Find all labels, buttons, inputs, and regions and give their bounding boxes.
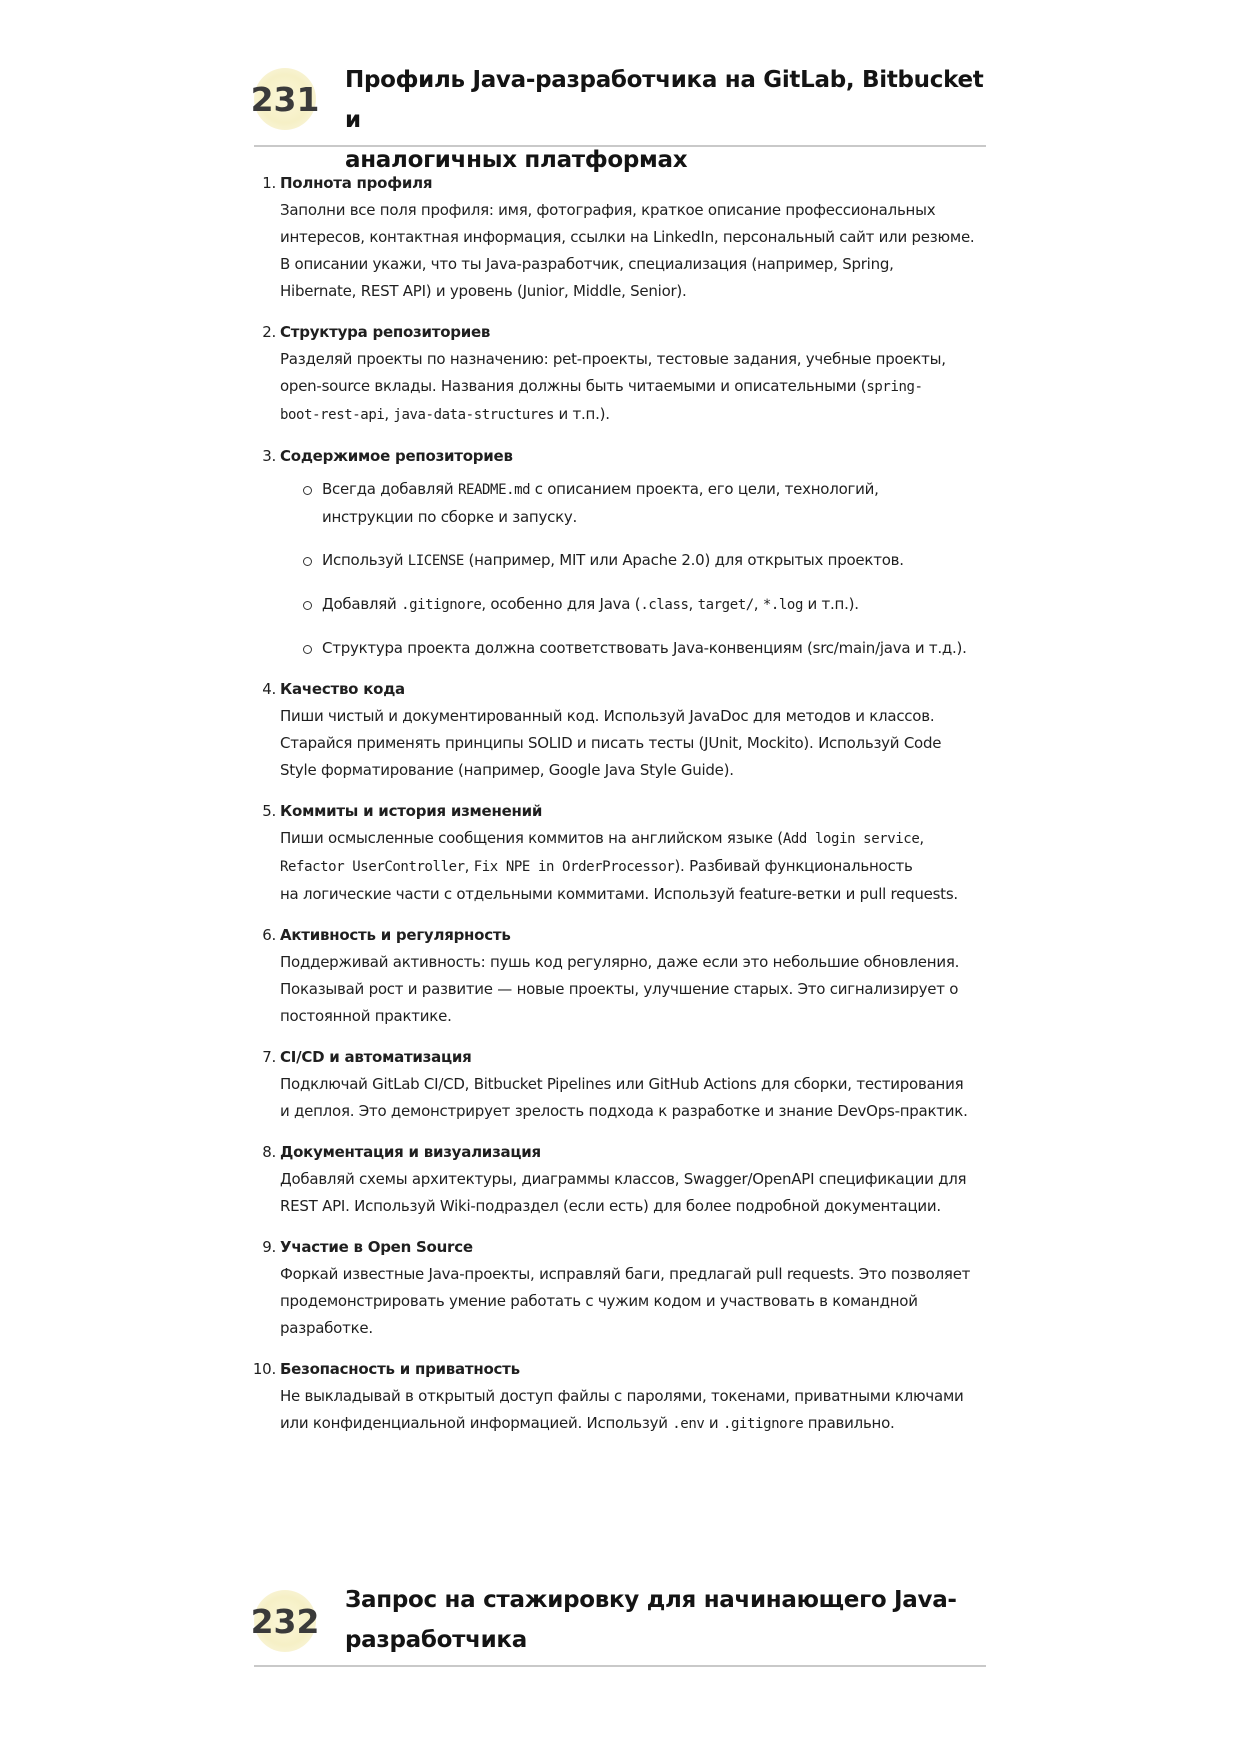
body-text: , [384, 405, 394, 423]
body-line: интересов, контактная информация, ссылки на LinkedIn, персональный сайт или резюме. [280, 228, 975, 246]
sub-list [280, 476, 995, 662]
list-item-number: 1. [262, 174, 276, 192]
list-item-1 [262, 170, 995, 305]
list-item-8 [262, 1139, 995, 1220]
body-text: и т.п.). [554, 405, 610, 423]
body-line: В описании укажи, что ты Java-разработчик, специализация (например, Spring, [280, 255, 894, 273]
body-line: постоянной практике. [280, 1007, 452, 1025]
list-item-title: Коммиты и история изменений [280, 802, 543, 820]
body-text: инструкции по сборке и запуску. [322, 508, 578, 526]
body-line: Показывай рост и развитие — новые проекты, улучшение старых. Это сигнализирует о [280, 980, 959, 998]
list-item-number: 4. [262, 680, 276, 698]
body-line: разработке. [280, 1319, 373, 1337]
body-text: Всегда добавляй [322, 480, 458, 498]
inline-code: spring- [866, 379, 923, 395]
list-item-number: 3. [262, 447, 276, 465]
inline-code: *.log [762, 597, 803, 613]
list-item-number: 5. [262, 802, 276, 820]
list-item-number: 6. [262, 926, 276, 944]
list-item-7 [262, 1044, 995, 1125]
body-text: open-source вклады. Названия должны быть читаемыми и описательными ( [280, 377, 867, 395]
body-line: Добавляй схемы архитектуры, диаграммы классов, Swagger/OpenAPI спецификации для [280, 1170, 967, 1188]
body-text: с описанием проекта, его цели, технологий, [530, 480, 879, 498]
list-item-title: Участие в Open Source [280, 1238, 473, 1256]
inline-code: README.md [457, 482, 531, 498]
list-item-9 [262, 1234, 995, 1342]
list-item-body [280, 1071, 995, 1125]
list-item-title: Качество кода [280, 680, 405, 698]
body-text: , [753, 595, 763, 613]
body-text: правильно. [803, 1414, 895, 1432]
list-item-number: 8. [262, 1143, 276, 1161]
list-item-body [280, 197, 995, 305]
body-text: Используй [322, 551, 408, 569]
body-text: , особенно для Java ( [481, 595, 641, 613]
inline-code: .class [640, 597, 689, 613]
section-title [345, 60, 986, 180]
body-line: и деплоя. Это демонстрирует зрелость подхода к разработке и знание DevOps-практик. [280, 1102, 968, 1120]
body-text: , [464, 857, 474, 875]
list-item-10 [252, 1356, 995, 1438]
body-text: и т.п.). [802, 595, 859, 613]
list-item-body [280, 825, 995, 908]
inline-code: .env [672, 1416, 705, 1432]
body-text: , [688, 595, 698, 613]
body-line: Разделяй проекты по назначению: pet-проекты, тестовые задания, учебные проекты, [280, 350, 946, 368]
body-line: REST API. Используй Wiki-подраздел (если есть) для более подробной документации. [280, 1197, 941, 1215]
body-line: Подключай GitLab CI/CD, Bitbucket Pipelines или GitHub Actions для сборки, тестирования [280, 1075, 964, 1093]
body-line: Hibernate, REST API) и уровень (Junior, Middle, Senior). [280, 282, 687, 300]
list-item-body [280, 1383, 995, 1438]
body-line: Старайся применять принципы SOLID и писать тесты (JUnit, Mockito). Используй Code [280, 734, 942, 752]
body-text: , [919, 829, 924, 847]
list-item-title: Активность и регулярность [280, 926, 511, 944]
circle-bullet-icon [303, 601, 312, 610]
section-title-line: Профиль Java-разработчика на GitLab, Bitbucket и [345, 67, 984, 133]
list-item-6 [262, 922, 995, 1030]
body-text: ). Разбивай функциональность [674, 857, 913, 875]
section-number-badge: 231 [254, 68, 316, 130]
list-item-body [280, 703, 995, 784]
body-line: Пиши чистый и документированный код. Используй JavaDoc для методов и классов. [280, 707, 935, 725]
inline-code: boot-rest-api [280, 407, 385, 423]
list-item-body [280, 346, 995, 429]
body-text: Добавляй [322, 595, 402, 613]
sub-list-item [280, 547, 995, 575]
list-item-body [280, 1261, 995, 1342]
list-item-title: Содержимое репозиториев [280, 447, 513, 465]
list-item-5 [262, 798, 995, 908]
body-line: Style форматирование (например, Google Java Style Guide). [280, 761, 734, 779]
list-item-number: 2. [262, 323, 276, 341]
list-item-body [280, 949, 995, 1030]
tips-list [252, 170, 995, 1452]
inline-code: Add login service [782, 831, 920, 847]
body-text: (например, MIT или Apache 2.0) для открытых проектов. [463, 551, 904, 569]
circle-bullet-icon [303, 645, 312, 654]
list-item-2 [262, 319, 995, 429]
body-line: продемонстрировать умение работать с чужим кодом и участвовать в командной [280, 1292, 918, 1310]
section-title-line: аналогичных платформах [345, 147, 688, 173]
list-item-number: 10. [252, 1360, 276, 1378]
sub-list-item [280, 591, 995, 619]
section-header-232 [250, 1578, 986, 1667]
section-title-line: разработчика [345, 1627, 527, 1653]
body-line: Форкай известные Java-проекты, исправляй баги, предлагай pull requests. Это позволяет [280, 1265, 971, 1283]
list-item-body [280, 1166, 995, 1220]
list-item-title: Структура репозиториев [280, 323, 491, 341]
inline-code: java-data-structures [393, 407, 554, 423]
list-item-title: CI/CD и автоматизация [280, 1048, 472, 1066]
body-text: Пиши осмысленные сообщения коммитов на английском языке ( [280, 829, 783, 847]
inline-code: LICENSE [407, 553, 464, 569]
body-line: Заполни все поля профиля: имя, фотография, краткое описание профессиональных [280, 201, 936, 219]
inline-code: Refactor UserController [280, 859, 465, 875]
body-text: Структура проекта должна соответствовать Java-конвенциям (src/main/java и т.д.). [322, 639, 967, 657]
body-text: и [704, 1414, 723, 1432]
circle-bullet-icon [303, 486, 312, 495]
inline-code: target/ [697, 597, 754, 613]
list-item-title: Документация и визуализация [280, 1143, 541, 1161]
sub-list-item [280, 476, 995, 531]
section-number-badge: 232 [254, 1590, 316, 1652]
list-item-number: 7. [262, 1048, 276, 1066]
inline-code: .gitignore [401, 597, 482, 613]
inline-code: .gitignore [722, 1416, 804, 1432]
list-item-title: Полнота профиля [280, 174, 433, 192]
circle-bullet-icon [303, 557, 312, 566]
list-item-3 [262, 443, 995, 662]
inline-code: Fix NPE in OrderProcessor [473, 859, 675, 875]
list-item-4 [262, 676, 995, 784]
sub-list-item [280, 635, 995, 662]
section-title-line: Запрос на стажировку для начинающего Java- [345, 1587, 957, 1613]
list-item-title: Безопасность и приватность [280, 1360, 520, 1378]
body-line: Не выкладывай в открытый доступ файлы с паролями, токенами, приватными ключами [280, 1387, 964, 1405]
body-text: или конфиденциальной информацией. Используй [280, 1414, 673, 1432]
section-header-231 [250, 58, 986, 173]
body-line: на логические части с отдельными коммитами. Используй feature-ветки и pull requests. [280, 885, 958, 903]
body-line: Поддерживай активность: пушь код регулярно, даже если это небольшие обновления. [280, 953, 960, 971]
list-item-number: 9. [262, 1238, 276, 1256]
section-title [345, 1580, 957, 1660]
